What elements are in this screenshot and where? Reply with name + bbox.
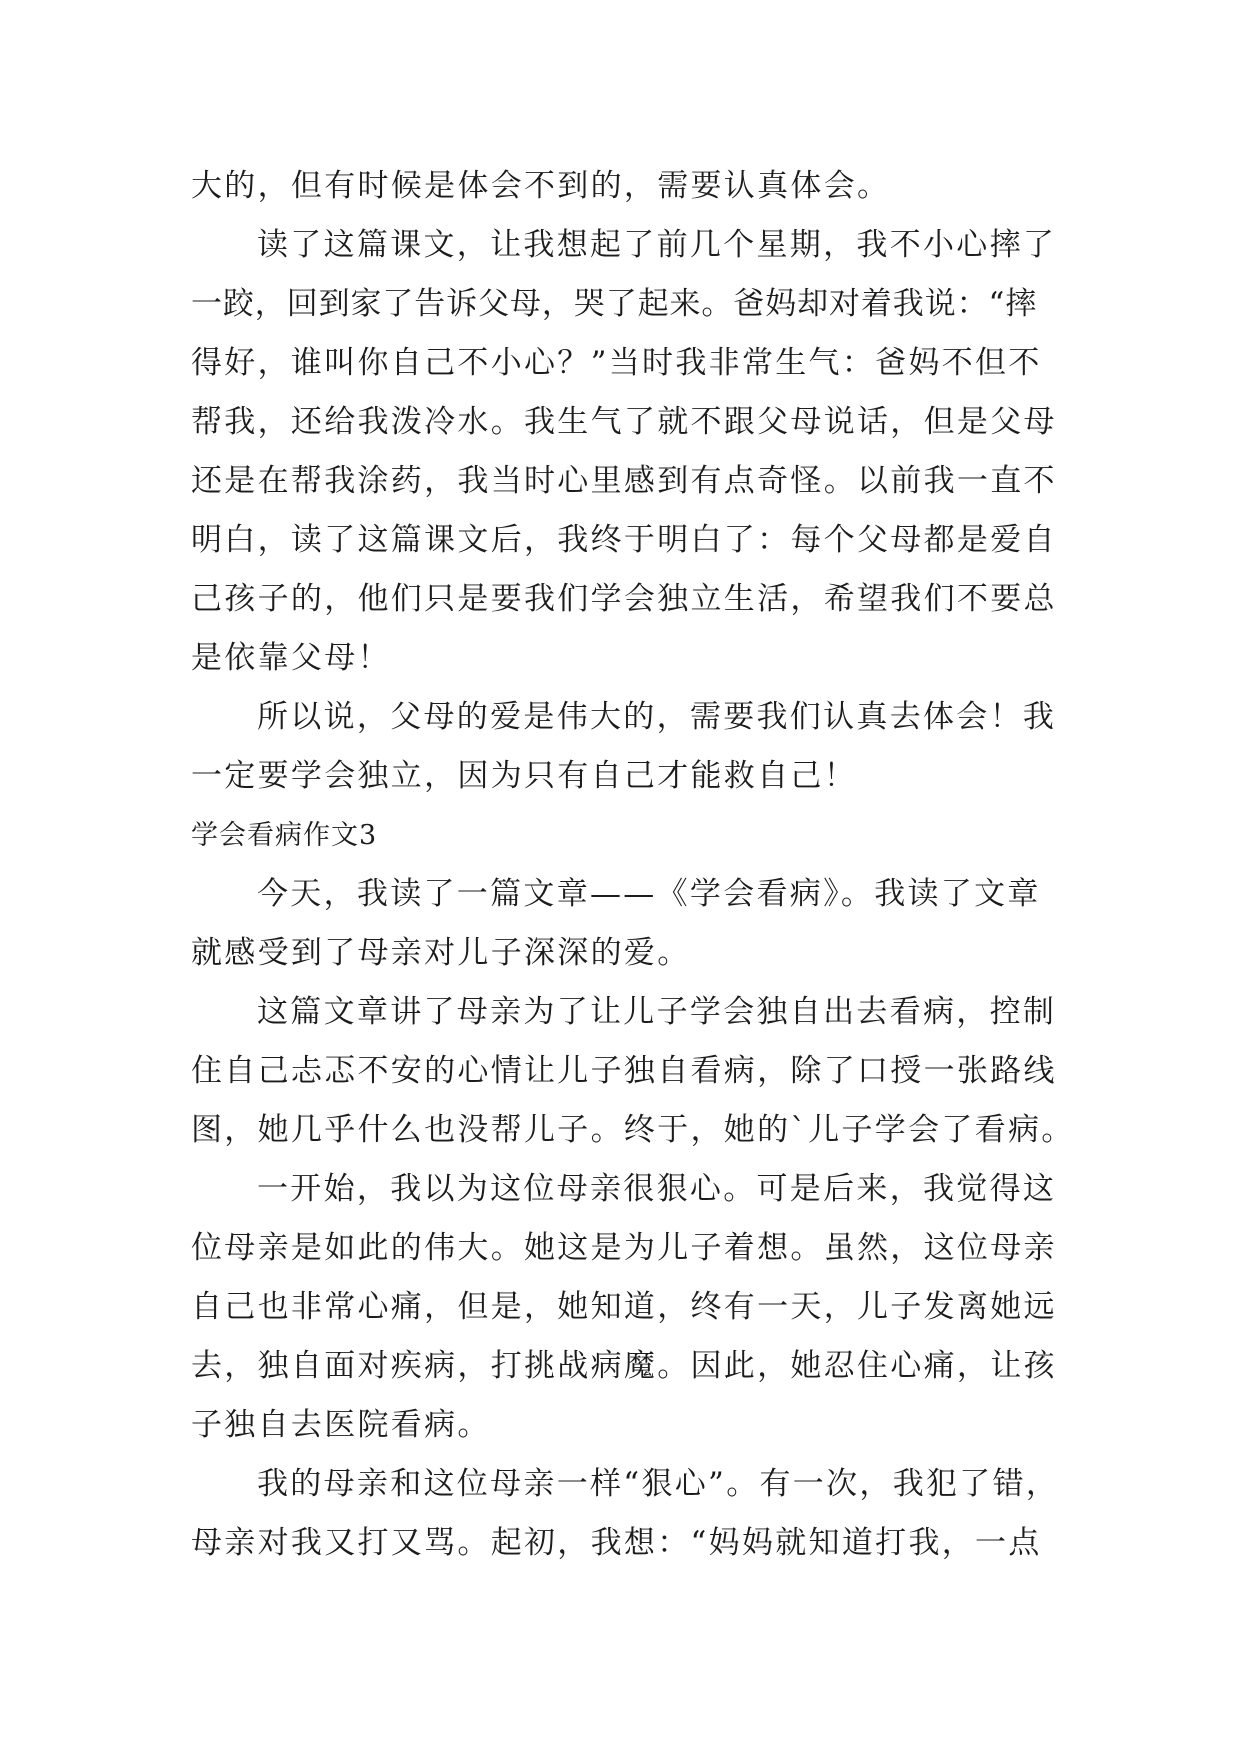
paragraph <box>191 216 1057 688</box>
text-line: 一定要学会独立，因为只有自己才能救自己！ <box>191 758 857 794</box>
text-line: 是依靠父母！ <box>191 640 391 676</box>
text-line: 所以说，父母的爱是伟大的，需要我们认真去体会！我 <box>257 699 1057 735</box>
text-line: 明白，读了这篇课文后，我终于明白了：每个父母都是爱自 <box>191 522 1057 558</box>
text-line: 子独自去医院看病。 <box>191 1407 491 1443</box>
text-line: 一跤，回到家了告诉父母，哭了起来。爸妈却对着我说：“摔 <box>191 286 1038 322</box>
text-line: 就感受到了母亲对儿子深深的爱。 <box>191 935 691 971</box>
text-line: 这篇文章讲了母亲为了让儿子学会独自出去看病，控制 <box>257 994 1057 1030</box>
text-line: 住自己忐忑不安的心情让儿子独自看病，除了口授一张路线 <box>191 1053 1057 1089</box>
text-line: 位母亲是如此的伟大。她这是为儿子着想。虽然，这位母亲 <box>191 1230 1057 1266</box>
paragraph <box>191 1455 1060 1573</box>
text-line: 大的，但有时候是体会不到的，需要认真体会。 <box>191 168 891 204</box>
paragraph <box>191 865 1057 983</box>
text-line: 今天，我读了一篇文章——《学会看病》。我读了文章 <box>257 876 1041 912</box>
text-line: 我的母亲和这位母亲一样“狠心”。有一次，我犯了错， <box>257 1466 1060 1502</box>
text-line: 得好，谁叫你自己不小心？”当时我非常生气：爸妈不但不 <box>191 345 1042 381</box>
text-line: 图，她几乎什么也没帮儿子。终于，她的`儿子学会了看病。 <box>191 1112 1075 1148</box>
text-line: 帮我，还给我泼冷水。我生气了就不跟父母说话，但是父母 <box>191 404 1057 440</box>
text-line: 一开始，我以为这位母亲很狠心。可是后来，我觉得这 <box>257 1171 1057 1207</box>
text-line: 读了这篇课文，让我想起了前几个星期，我不小心摔了 <box>257 227 1057 263</box>
paragraph <box>191 157 1057 216</box>
text-line: 母亲对我又打又骂。起初，我想：“妈妈就知道打我，一点 <box>191 1525 1042 1561</box>
text-line: 自己也非常心痛，但是，她知道，终有一天，儿子发离她远 <box>191 1289 1057 1325</box>
text-line: 己孩子的，他们只是要我们学会独立生活，希望我们不要总 <box>191 581 1057 617</box>
document-body <box>191 157 1075 1573</box>
paragraph <box>191 688 1057 806</box>
paragraph <box>191 1160 1057 1455</box>
paragraph <box>191 983 1075 1160</box>
section-heading: 学会看病作文3 <box>191 820 378 851</box>
text-line: 去，独自面对疾病，打挑战病魔。因此，她忍住心痛，让孩 <box>191 1348 1057 1384</box>
text-line: 还是在帮我涂药，我当时心里感到有点奇怪。以前我一直不 <box>191 463 1057 499</box>
